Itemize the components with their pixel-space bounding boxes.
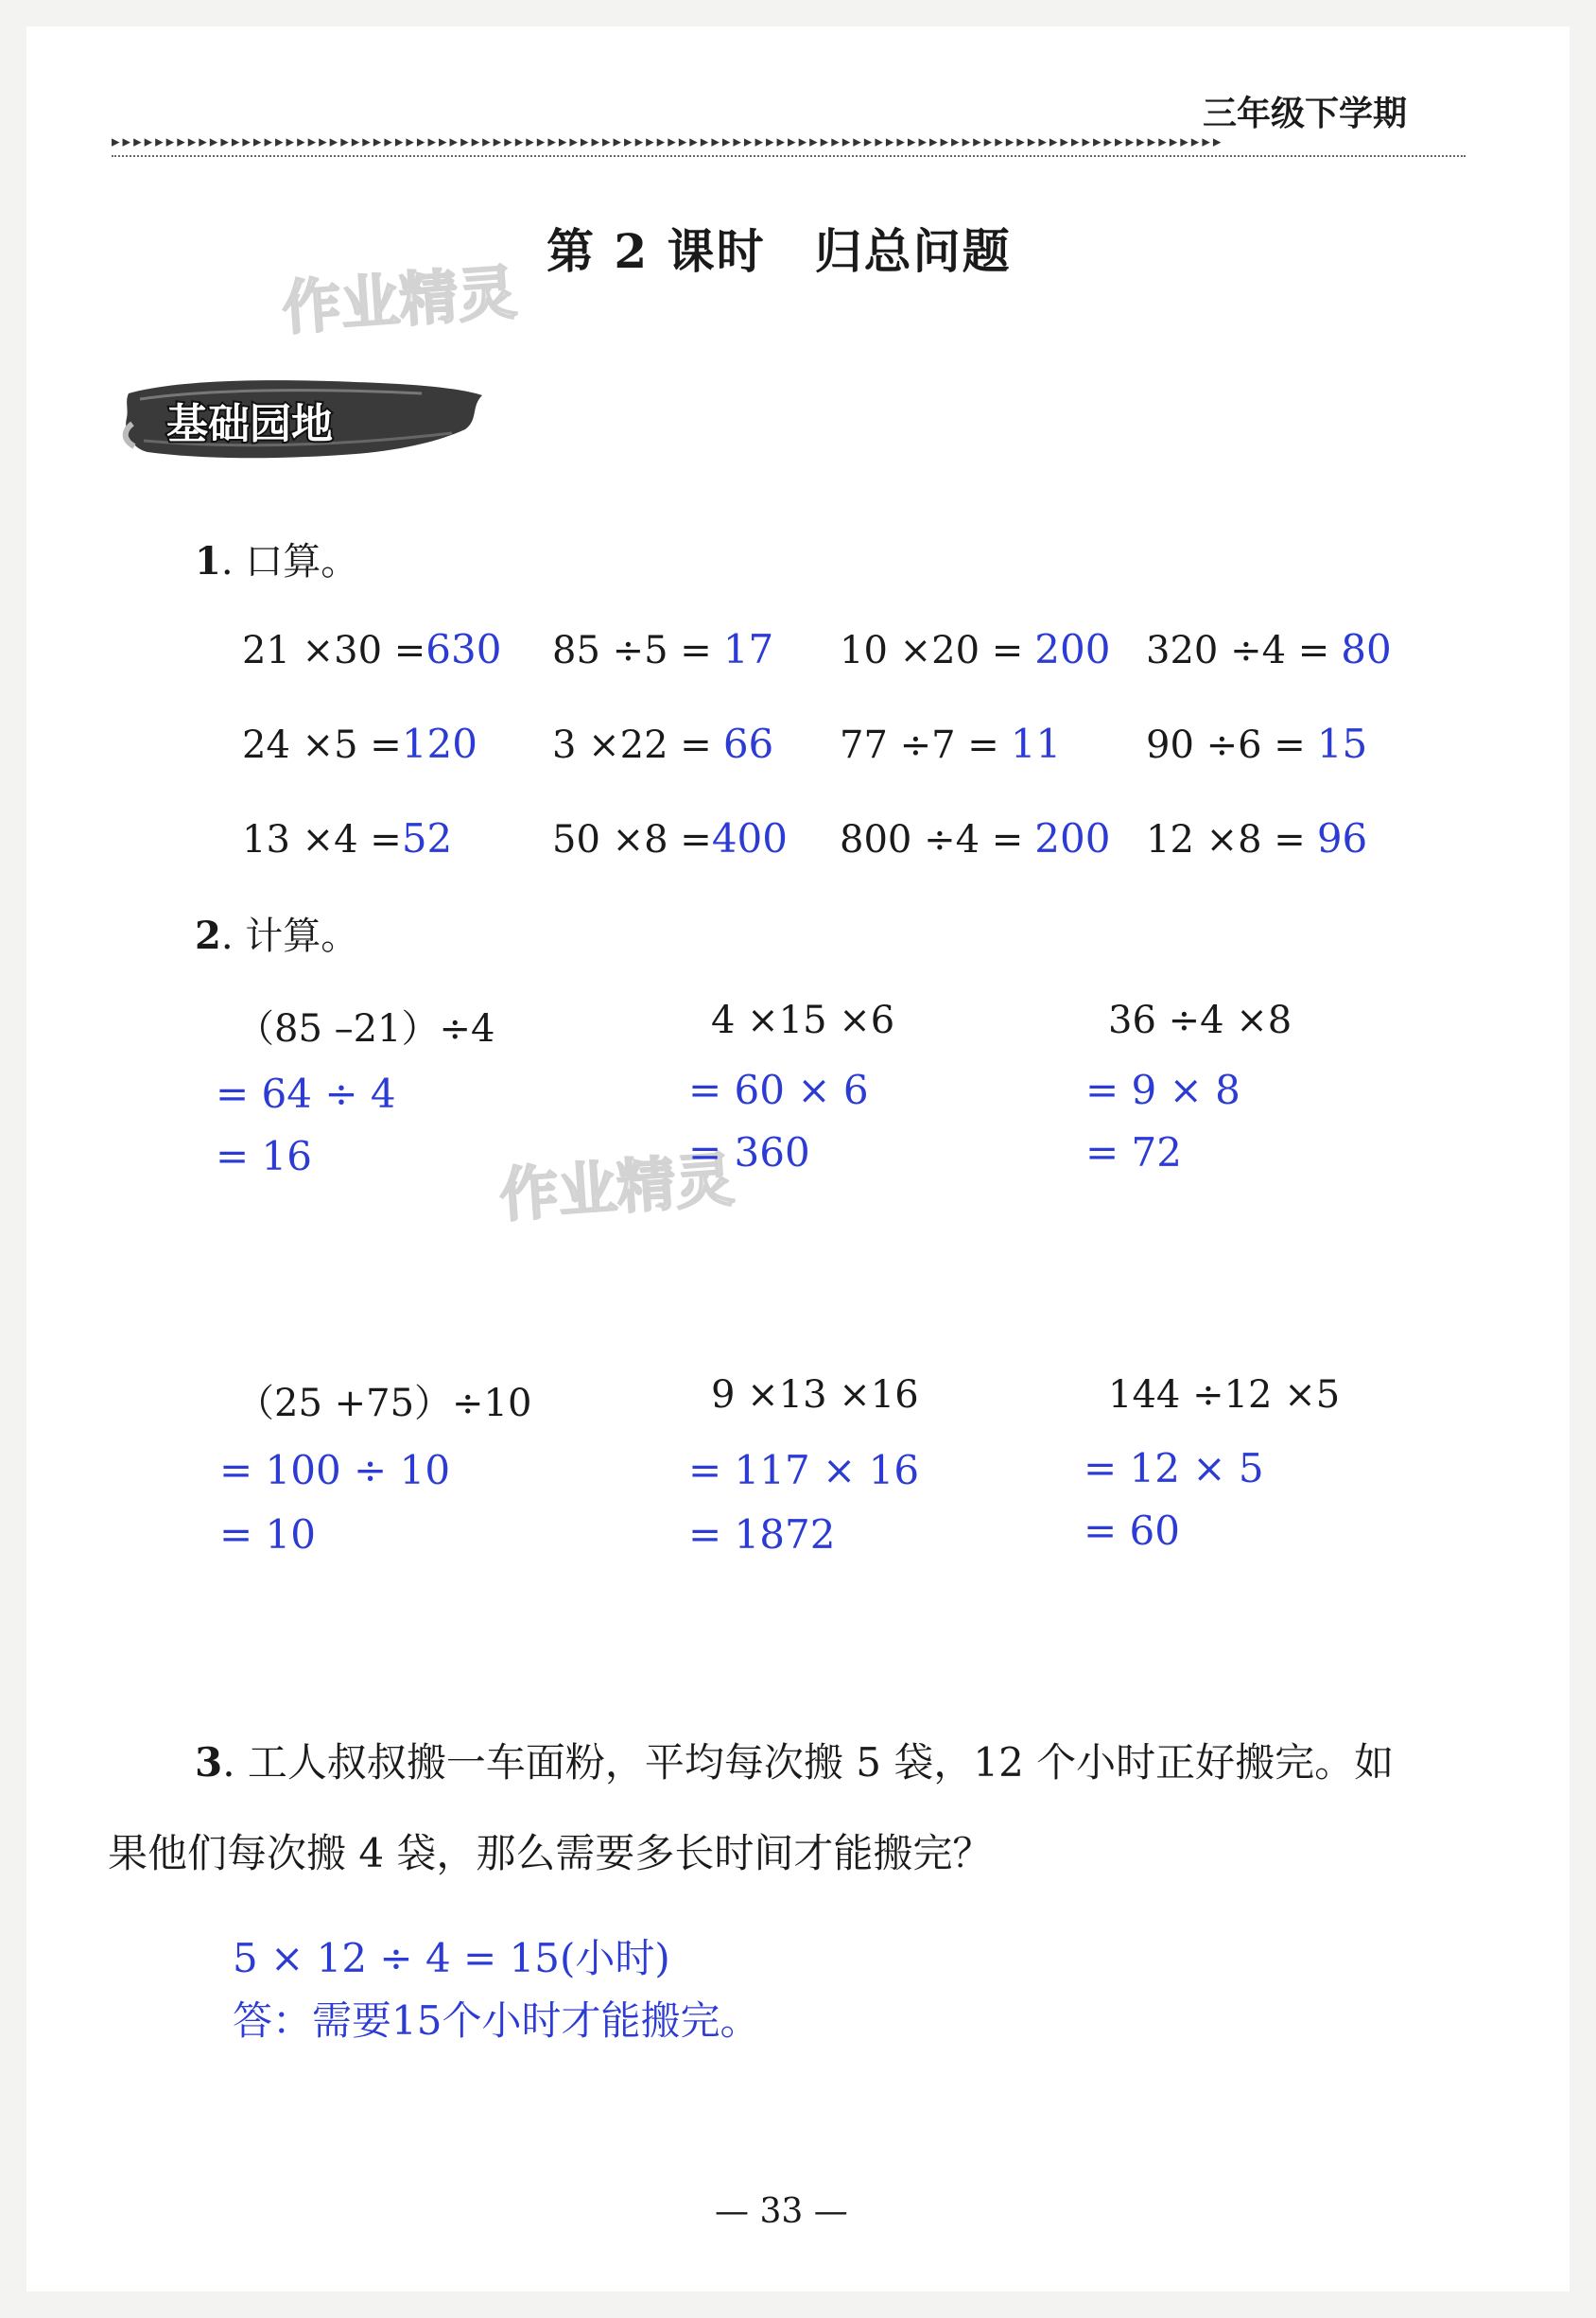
lesson-title: 第 2 课时 归总问题	[546, 223, 1012, 279]
q1-question: 3 ×22 =	[552, 723, 712, 767]
q2-step: = 117 × 16	[688, 1447, 920, 1493]
q1-answer: 52	[401, 815, 453, 862]
q1-question: 800 ÷4 =	[840, 818, 1024, 862]
q1-answer: 17	[722, 626, 774, 672]
watermark-logo-2: 作业精灵	[497, 1144, 737, 1230]
q2-heading	[195, 906, 358, 960]
q2-step: = 100 ÷ 10	[219, 1447, 451, 1493]
q2-problem: 4 ×15 ×6	[711, 999, 895, 1042]
q3-answer-calc: 5 × 12 ÷ 4 = 15(小时)	[233, 1935, 670, 1981]
q2-step: = 12 × 5	[1084, 1445, 1264, 1491]
q2-step: = 1872	[688, 1511, 836, 1558]
q2-problem: （85 –21）÷4	[236, 1007, 495, 1051]
q2-step: = 60	[1084, 1508, 1180, 1554]
q2-step: = 10	[219, 1511, 316, 1558]
q3-number: 3	[195, 1739, 223, 1786]
q2-step: = 72	[1085, 1129, 1182, 1176]
q1-question: 10 ×20 =	[840, 629, 1024, 672]
q1-answer: 630	[425, 626, 502, 672]
q1-question: 90 ÷6 =	[1146, 723, 1306, 767]
q2-step: = 64 ÷ 4	[216, 1071, 396, 1117]
q2-problem: 36 ÷4 ×8	[1108, 999, 1292, 1042]
q1-question: 50 ×8 =	[552, 818, 712, 862]
q2-number: 2	[195, 914, 221, 958]
q2-problem: 144 ÷12 ×5	[1108, 1373, 1341, 1417]
page-number: — 33 —	[715, 2192, 848, 2231]
q1-item	[840, 721, 1061, 767]
q1-answer: 400	[711, 815, 788, 862]
q2-label: . 计算。	[220, 915, 359, 958]
q3-text: . 工人叔叔搬一车面粉，平均每次搬 5 袋，12 个小时正好搬完。如	[222, 1739, 1395, 1786]
q2-step: = 16	[216, 1133, 312, 1179]
q2-step: = 60 × 6	[688, 1067, 869, 1113]
q1-question: 12 ×8 =	[1146, 818, 1306, 862]
q1-question: 77 ÷7 =	[840, 723, 999, 767]
q1-answer: 120	[401, 721, 477, 767]
q1-item	[242, 815, 452, 862]
q1-item	[840, 626, 1110, 672]
q3-line-1	[195, 1717, 1394, 1808]
q1-answer: 96	[1316, 815, 1368, 862]
q1-question: 320 ÷4 =	[1146, 629, 1330, 672]
grade-label: 三年级下学期	[1203, 94, 1408, 133]
q1-answer: 200	[1034, 626, 1111, 672]
q1-item	[552, 721, 773, 767]
q1-item	[242, 626, 501, 672]
q3-answer-text: 答：需要15个小时才能搬完。	[233, 1997, 760, 2044]
q1-item	[1146, 721, 1367, 767]
q1-question: 85 ÷5 =	[552, 629, 712, 672]
q1-item	[242, 721, 477, 767]
q1-item	[1146, 626, 1392, 672]
q1-item	[1146, 815, 1367, 862]
q2-problem: （25 +75）÷10	[236, 1382, 532, 1425]
q1-number: 1	[195, 539, 221, 584]
q1-answer: 200	[1034, 815, 1111, 862]
q1-heading	[195, 532, 358, 585]
banner-label: 基础园地	[166, 400, 333, 448]
q1-item	[552, 815, 788, 862]
section-banner	[119, 375, 486, 462]
q1-answer: 15	[1316, 721, 1368, 767]
q1-answer: 66	[722, 721, 774, 767]
arrow-rule: ▸▸▸▸▸▸▸▸▸▸▸▸▸▸▸▸▸▸▸▸▸▸▸▸▸▸▸▸▸▸▸▸▸▸▸▸▸▸▸▸▸▸▸▸▸▸▸▸▸▸▸▸▸▸▸▸▸▸▸▸▸▸▸▸▸▸▸▸▸▸▸▸▸▸▸▸▸▸▸▸▸▸▸▸▸▸▸▸▸▸▸▸▸▸▸▸▸▸▸▸▸▸	[112, 132, 1224, 151]
q2-step: = 9 × 8	[1085, 1067, 1240, 1113]
q2-problem: 9 ×13 ×16	[711, 1373, 919, 1417]
q1-question: 24 ×5 =	[242, 723, 402, 767]
q1-question: 13 ×4 =	[242, 818, 402, 862]
q3-line-2: 果他们每次搬 4 袋，那么需要多长时间才能搬完？	[108, 1830, 993, 1876]
q1-answer: 11	[1010, 721, 1062, 767]
dotted-divider	[112, 155, 1466, 157]
q1-label: . 口算。	[220, 540, 359, 584]
q1-answer: 80	[1341, 626, 1392, 672]
q2-step: = 360	[688, 1129, 810, 1176]
q1-item	[552, 626, 773, 672]
watermark-logo-1: 作业精灵	[280, 257, 519, 343]
q1-question: 21 ×30 =	[242, 629, 426, 672]
q1-item	[840, 815, 1110, 862]
